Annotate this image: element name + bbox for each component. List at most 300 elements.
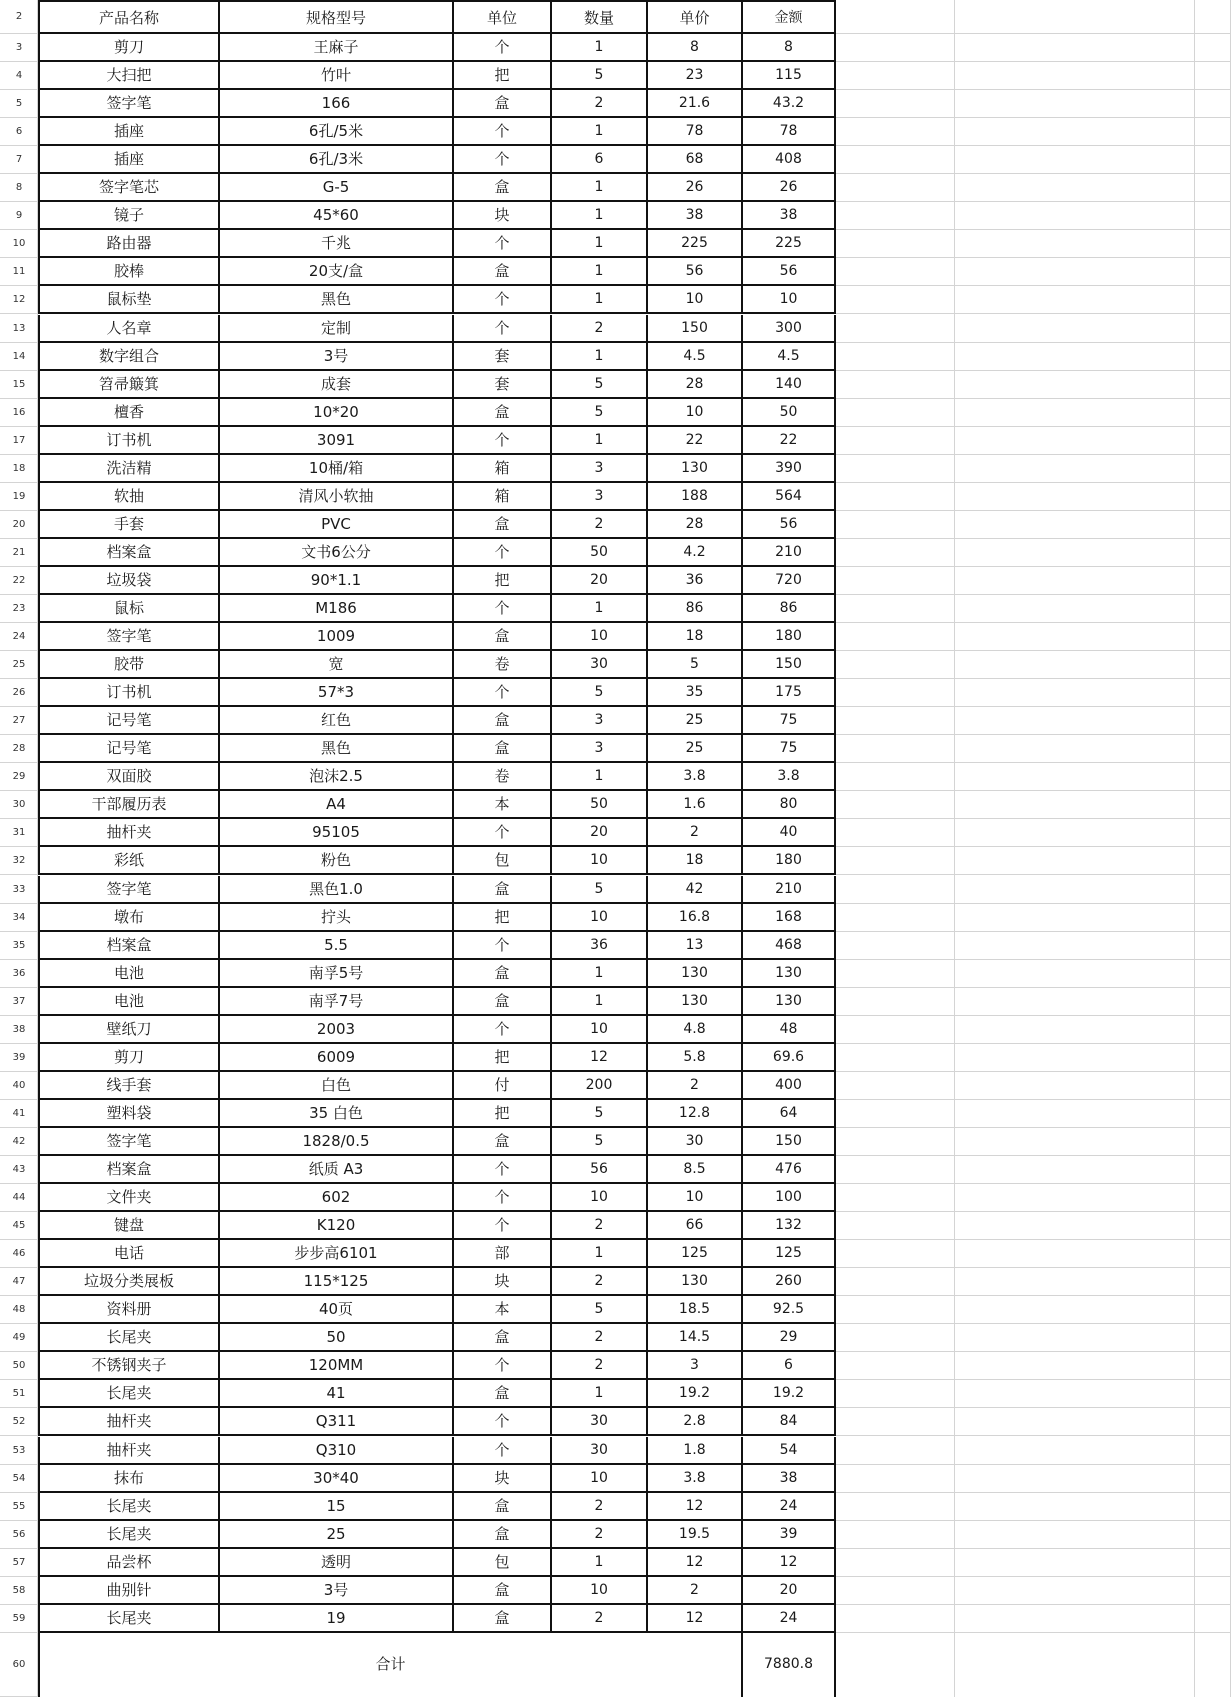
row-number[interactable]: 28 — [0, 735, 38, 763]
empty-cell[interactable] — [836, 1044, 955, 1072]
cell-unit[interactable]: 盒 — [452, 90, 550, 118]
cell-qty[interactable]: 2 — [550, 1605, 646, 1633]
empty-cell[interactable] — [955, 1296, 1195, 1324]
empty-cell[interactable] — [1195, 455, 1231, 483]
cell-qty[interactable]: 1 — [550, 118, 646, 146]
cell-price[interactable]: 30 — [646, 1128, 741, 1156]
empty-cell[interactable] — [955, 1633, 1195, 1697]
cell-spec[interactable]: 10桶/箱 — [218, 455, 452, 483]
cell-price[interactable]: 2.8 — [646, 1408, 741, 1436]
cell-price[interactable]: 188 — [646, 483, 741, 511]
empty-cell[interactable] — [1195, 202, 1231, 230]
cell-unit[interactable]: 盒 — [452, 707, 550, 735]
cell-amount[interactable]: 39 — [741, 1521, 836, 1549]
empty-cell[interactable] — [1195, 1184, 1231, 1212]
empty-cell[interactable] — [1195, 1324, 1231, 1352]
cell-price[interactable]: 1.8 — [646, 1437, 741, 1465]
cell-amount[interactable]: 175 — [741, 679, 836, 707]
cell-amount[interactable]: 180 — [741, 623, 836, 651]
empty-cell[interactable] — [1195, 1521, 1231, 1549]
empty-cell[interactable] — [836, 1072, 955, 1100]
empty-cell[interactable] — [955, 1521, 1195, 1549]
empty-cell[interactable] — [836, 230, 955, 258]
cell-price[interactable]: 18.5 — [646, 1296, 741, 1324]
row-number[interactable]: 15 — [0, 371, 38, 399]
row-number[interactable]: 24 — [0, 623, 38, 651]
empty-cell[interactable] — [1195, 483, 1231, 511]
cell-price[interactable]: 56 — [646, 258, 741, 286]
empty-cell[interactable] — [1195, 1212, 1231, 1240]
cell-unit[interactable]: 个 — [452, 315, 550, 343]
cell-spec[interactable]: Q310 — [218, 1437, 452, 1465]
empty-cell[interactable] — [1195, 1072, 1231, 1100]
cell-unit[interactable]: 把 — [452, 62, 550, 90]
cell-price[interactable]: 10 — [646, 1184, 741, 1212]
row-number[interactable]: 7 — [0, 146, 38, 174]
cell-spec[interactable]: 黑色 — [218, 286, 452, 314]
cell-qty[interactable]: 1 — [550, 230, 646, 258]
cell-spec[interactable]: 19 — [218, 1605, 452, 1633]
cell-qty[interactable]: 1 — [550, 1549, 646, 1577]
cell-name[interactable]: 档案盒 — [38, 932, 218, 960]
cell-unit[interactable]: 个 — [452, 1156, 550, 1184]
empty-cell[interactable] — [955, 707, 1195, 735]
cell-name[interactable]: 抹布 — [38, 1465, 218, 1493]
total-amount[interactable]: 7880.8 — [741, 1633, 836, 1697]
row-number[interactable]: 10 — [0, 230, 38, 258]
cell-amount[interactable]: 75 — [741, 735, 836, 763]
cell-qty[interactable]: 1 — [550, 343, 646, 371]
cell-spec[interactable]: 拧头 — [218, 904, 452, 932]
empty-cell[interactable] — [955, 988, 1195, 1016]
cell-amount[interactable]: 4.5 — [741, 343, 836, 371]
empty-cell[interactable] — [836, 651, 955, 679]
cell-qty[interactable]: 30 — [550, 651, 646, 679]
cell-qty[interactable]: 5 — [550, 371, 646, 399]
cell-name[interactable]: 鼠标 — [38, 595, 218, 623]
cell-name[interactable]: 人名章 — [38, 315, 218, 343]
cell-amount[interactable]: 564 — [741, 483, 836, 511]
cell-price[interactable]: 3.8 — [646, 763, 741, 791]
row-number[interactable]: 59 — [0, 1605, 38, 1633]
cell-qty[interactable]: 30 — [550, 1408, 646, 1436]
empty-cell[interactable] — [955, 1352, 1195, 1380]
cell-name[interactable]: 墩布 — [38, 904, 218, 932]
cell-qty[interactable]: 5 — [550, 1100, 646, 1128]
cell-name[interactable]: 双面胶 — [38, 763, 218, 791]
cell-qty[interactable]: 1 — [550, 427, 646, 455]
empty-cell[interactable] — [955, 1268, 1195, 1296]
cell-amount[interactable]: 180 — [741, 847, 836, 875]
empty-cell[interactable] — [1195, 1549, 1231, 1577]
cell-unit[interactable]: 部 — [452, 1240, 550, 1268]
cell-unit[interactable]: 盒 — [452, 876, 550, 904]
cell-qty[interactable]: 2 — [550, 1212, 646, 1240]
empty-cell[interactable] — [1195, 819, 1231, 847]
empty-cell[interactable] — [836, 455, 955, 483]
cell-unit[interactable]: 套 — [452, 371, 550, 399]
cell-amount[interactable]: 300 — [741, 315, 836, 343]
empty-cell[interactable] — [836, 819, 955, 847]
cell-name[interactable]: 电池 — [38, 960, 218, 988]
cell-amount[interactable]: 40 — [741, 819, 836, 847]
cell-price[interactable]: 25 — [646, 735, 741, 763]
empty-cell[interactable] — [836, 623, 955, 651]
cell-spec[interactable]: PVC — [218, 511, 452, 539]
cell-qty[interactable]: 2 — [550, 511, 646, 539]
cell-unit[interactable]: 个 — [452, 595, 550, 623]
cell-qty[interactable]: 3 — [550, 735, 646, 763]
row-number[interactable]: 25 — [0, 651, 38, 679]
cell-spec[interactable]: 45*60 — [218, 202, 452, 230]
cell-price[interactable]: 3 — [646, 1352, 741, 1380]
empty-cell[interactable] — [836, 932, 955, 960]
cell-qty[interactable]: 1 — [550, 202, 646, 230]
empty-cell[interactable] — [955, 202, 1195, 230]
cell-unit[interactable]: 个 — [452, 118, 550, 146]
empty-cell[interactable] — [836, 876, 955, 904]
cell-amount[interactable]: 6 — [741, 1352, 836, 1380]
empty-cell[interactable] — [1195, 1408, 1231, 1436]
cell-amount[interactable]: 150 — [741, 651, 836, 679]
cell-unit[interactable]: 块 — [452, 1465, 550, 1493]
empty-cell[interactable] — [955, 62, 1195, 90]
cell-spec[interactable]: M186 — [218, 595, 452, 623]
empty-cell[interactable] — [1195, 343, 1231, 371]
cell-spec[interactable]: Q311 — [218, 1408, 452, 1436]
cell-qty[interactable]: 1 — [550, 960, 646, 988]
cell-amount[interactable]: 3.8 — [741, 763, 836, 791]
cell-qty[interactable]: 200 — [550, 1072, 646, 1100]
empty-cell[interactable] — [955, 1156, 1195, 1184]
empty-cell[interactable] — [1195, 1577, 1231, 1605]
cell-spec[interactable]: 35 白色 — [218, 1100, 452, 1128]
cell-spec[interactable]: 黑色 — [218, 735, 452, 763]
empty-cell[interactable] — [836, 315, 955, 343]
cell-amount[interactable]: 468 — [741, 932, 836, 960]
cell-qty[interactable]: 1 — [550, 286, 646, 314]
cell-qty[interactable]: 10 — [550, 847, 646, 875]
empty-cell[interactable] — [955, 679, 1195, 707]
cell-price[interactable]: 26 — [646, 174, 741, 202]
cell-qty[interactable]: 1 — [550, 258, 646, 286]
row-number[interactable]: 53 — [0, 1437, 38, 1465]
empty-cell[interactable] — [1195, 427, 1231, 455]
cell-qty[interactable]: 10 — [550, 1465, 646, 1493]
row-number[interactable]: 44 — [0, 1184, 38, 1212]
cell-price[interactable]: 2 — [646, 819, 741, 847]
cell-price[interactable]: 150 — [646, 315, 741, 343]
empty-cell[interactable] — [1195, 595, 1231, 623]
cell-amount[interactable]: 20 — [741, 1577, 836, 1605]
cell-spec[interactable]: 50 — [218, 1324, 452, 1352]
empty-cell[interactable] — [1195, 567, 1231, 595]
empty-cell[interactable] — [1195, 511, 1231, 539]
cell-qty[interactable]: 50 — [550, 791, 646, 819]
empty-cell[interactable] — [955, 595, 1195, 623]
cell-amount[interactable]: 125 — [741, 1240, 836, 1268]
row-number[interactable]: 12 — [0, 286, 38, 314]
row-number[interactable]: 22 — [0, 567, 38, 595]
cell-unit[interactable]: 盒 — [452, 735, 550, 763]
cell-name[interactable]: 记号笔 — [38, 707, 218, 735]
cell-name[interactable]: 线手套 — [38, 1072, 218, 1100]
empty-cell[interactable] — [836, 0, 955, 34]
row-number[interactable]: 6 — [0, 118, 38, 146]
cell-amount[interactable]: 92.5 — [741, 1296, 836, 1324]
cell-amount[interactable]: 210 — [741, 539, 836, 567]
cell-unit[interactable]: 个 — [452, 1437, 550, 1465]
cell-spec[interactable]: 2003 — [218, 1016, 452, 1044]
cell-name[interactable]: 签字笔 — [38, 1128, 218, 1156]
row-number[interactable]: 20 — [0, 511, 38, 539]
cell-qty[interactable]: 5 — [550, 679, 646, 707]
empty-cell[interactable] — [955, 286, 1195, 314]
cell-name[interactable]: 签字笔 — [38, 876, 218, 904]
cell-unit[interactable]: 个 — [452, 819, 550, 847]
empty-cell[interactable] — [836, 735, 955, 763]
row-number[interactable]: 8 — [0, 174, 38, 202]
cell-name[interactable]: 插座 — [38, 118, 218, 146]
row-number[interactable]: 32 — [0, 847, 38, 875]
cell-name[interactable]: 胶棒 — [38, 258, 218, 286]
cell-spec[interactable]: 定制 — [218, 315, 452, 343]
cell-spec[interactable]: 泡沫2.5 — [218, 763, 452, 791]
empty-cell[interactable] — [836, 1408, 955, 1436]
row-number[interactable]: 58 — [0, 1577, 38, 1605]
cell-amount[interactable]: 390 — [741, 455, 836, 483]
cell-spec[interactable]: 粉色 — [218, 847, 452, 875]
cell-price[interactable]: 25 — [646, 707, 741, 735]
cell-unit[interactable]: 盒 — [452, 1493, 550, 1521]
empty-cell[interactable] — [836, 1156, 955, 1184]
cell-name[interactable]: 文件夹 — [38, 1184, 218, 1212]
row-number[interactable]: 55 — [0, 1493, 38, 1521]
empty-cell[interactable] — [836, 34, 955, 62]
cell-qty[interactable]: 数量 — [550, 0, 646, 34]
cell-price[interactable]: 38 — [646, 202, 741, 230]
cell-qty[interactable]: 2 — [550, 315, 646, 343]
empty-cell[interactable] — [836, 371, 955, 399]
cell-amount[interactable]: 130 — [741, 988, 836, 1016]
row-number[interactable]: 45 — [0, 1212, 38, 1240]
cell-unit[interactable]: 单位 — [452, 0, 550, 34]
empty-cell[interactable] — [836, 174, 955, 202]
empty-cell[interactable] — [836, 1296, 955, 1324]
empty-cell[interactable] — [836, 1437, 955, 1465]
cell-name[interactable]: 抽杆夹 — [38, 1408, 218, 1436]
row-number[interactable]: 50 — [0, 1352, 38, 1380]
cell-price[interactable]: 125 — [646, 1240, 741, 1268]
row-number[interactable]: 43 — [0, 1156, 38, 1184]
row-number[interactable]: 38 — [0, 1016, 38, 1044]
cell-name[interactable]: 资料册 — [38, 1296, 218, 1324]
empty-cell[interactable] — [1195, 707, 1231, 735]
cell-unit[interactable]: 本 — [452, 791, 550, 819]
cell-spec[interactable]: 30*40 — [218, 1465, 452, 1493]
cell-unit[interactable]: 盒 — [452, 623, 550, 651]
cell-qty[interactable]: 20 — [550, 819, 646, 847]
cell-name[interactable]: 长尾夹 — [38, 1521, 218, 1549]
empty-cell[interactable] — [955, 90, 1195, 118]
empty-cell[interactable] — [955, 876, 1195, 904]
empty-cell[interactable] — [955, 1016, 1195, 1044]
empty-cell[interactable] — [1195, 62, 1231, 90]
cell-unit[interactable]: 个 — [452, 679, 550, 707]
cell-price[interactable]: 12 — [646, 1493, 741, 1521]
empty-cell[interactable] — [1195, 1296, 1231, 1324]
empty-cell[interactable] — [955, 960, 1195, 988]
cell-spec[interactable]: A4 — [218, 791, 452, 819]
empty-cell[interactable] — [1195, 623, 1231, 651]
cell-amount[interactable]: 225 — [741, 230, 836, 258]
cell-name[interactable]: 剪刀 — [38, 34, 218, 62]
cell-spec[interactable]: 竹叶 — [218, 62, 452, 90]
empty-cell[interactable] — [955, 455, 1195, 483]
cell-unit[interactable]: 个 — [452, 1352, 550, 1380]
empty-cell[interactable] — [955, 763, 1195, 791]
empty-cell[interactable] — [955, 427, 1195, 455]
cell-name[interactable]: 档案盒 — [38, 1156, 218, 1184]
empty-cell[interactable] — [1195, 735, 1231, 763]
cell-unit[interactable]: 个 — [452, 1408, 550, 1436]
cell-name[interactable]: 剪刀 — [38, 1044, 218, 1072]
empty-cell[interactable] — [955, 1493, 1195, 1521]
cell-spec[interactable]: 15 — [218, 1493, 452, 1521]
empty-cell[interactable] — [955, 1408, 1195, 1436]
cell-spec[interactable]: 3091 — [218, 427, 452, 455]
cell-name[interactable]: 插座 — [38, 146, 218, 174]
cell-qty[interactable]: 20 — [550, 567, 646, 595]
cell-qty[interactable]: 2 — [550, 1493, 646, 1521]
cell-unit[interactable]: 盒 — [452, 399, 550, 427]
empty-cell[interactable] — [955, 1100, 1195, 1128]
cell-unit[interactable]: 包 — [452, 1549, 550, 1577]
cell-price[interactable]: 19.5 — [646, 1521, 741, 1549]
cell-name[interactable]: 塑料袋 — [38, 1100, 218, 1128]
row-number[interactable]: 4 — [0, 62, 38, 90]
cell-name[interactable]: 彩纸 — [38, 847, 218, 875]
empty-cell[interactable] — [1195, 904, 1231, 932]
empty-cell[interactable] — [955, 399, 1195, 427]
empty-cell[interactable] — [836, 1577, 955, 1605]
cell-price[interactable]: 单价 — [646, 0, 741, 34]
empty-cell[interactable] — [836, 146, 955, 174]
empty-cell[interactable] — [836, 1549, 955, 1577]
cell-price[interactable]: 22 — [646, 427, 741, 455]
cell-price[interactable]: 13 — [646, 932, 741, 960]
cell-price[interactable]: 130 — [646, 988, 741, 1016]
empty-cell[interactable] — [955, 146, 1195, 174]
cell-price[interactable]: 12 — [646, 1549, 741, 1577]
row-number[interactable]: 40 — [0, 1072, 38, 1100]
cell-unit[interactable]: 盒 — [452, 1380, 550, 1408]
empty-cell[interactable] — [1195, 399, 1231, 427]
cell-amount[interactable]: 400 — [741, 1072, 836, 1100]
cell-spec[interactable]: 95105 — [218, 819, 452, 847]
cell-qty[interactable]: 5 — [550, 1296, 646, 1324]
cell-price[interactable]: 5.8 — [646, 1044, 741, 1072]
empty-cell[interactable] — [955, 1437, 1195, 1465]
empty-cell[interactable] — [955, 1380, 1195, 1408]
row-number[interactable]: 11 — [0, 258, 38, 286]
cell-unit[interactable]: 个 — [452, 1016, 550, 1044]
cell-name[interactable]: 大扫把 — [38, 62, 218, 90]
empty-cell[interactable] — [1195, 932, 1231, 960]
empty-cell[interactable] — [955, 567, 1195, 595]
row-number[interactable]: 34 — [0, 904, 38, 932]
cell-price[interactable]: 10 — [646, 399, 741, 427]
row-number[interactable]: 51 — [0, 1380, 38, 1408]
cell-amount[interactable]: 130 — [741, 960, 836, 988]
empty-cell[interactable] — [836, 427, 955, 455]
empty-cell[interactable] — [955, 539, 1195, 567]
empty-cell[interactable] — [836, 904, 955, 932]
empty-cell[interactable] — [955, 791, 1195, 819]
cell-price[interactable]: 130 — [646, 960, 741, 988]
cell-unit[interactable]: 盒 — [452, 511, 550, 539]
empty-cell[interactable] — [836, 1493, 955, 1521]
row-number[interactable]: 18 — [0, 455, 38, 483]
cell-spec[interactable]: 红色 — [218, 707, 452, 735]
empty-cell[interactable] — [836, 1268, 955, 1296]
cell-spec[interactable]: 成套 — [218, 371, 452, 399]
cell-spec[interactable]: 120MM — [218, 1352, 452, 1380]
cell-spec[interactable]: 白色 — [218, 1072, 452, 1100]
empty-cell[interactable] — [955, 1324, 1195, 1352]
empty-cell[interactable] — [1195, 315, 1231, 343]
cell-qty[interactable]: 3 — [550, 483, 646, 511]
row-number[interactable]: 17 — [0, 427, 38, 455]
cell-spec[interactable]: 文书6公分 — [218, 539, 452, 567]
row-number[interactable]: 46 — [0, 1240, 38, 1268]
empty-cell[interactable] — [836, 399, 955, 427]
cell-spec[interactable]: 1828/0.5 — [218, 1128, 452, 1156]
empty-cell[interactable] — [955, 847, 1195, 875]
cell-name[interactable]: 手套 — [38, 511, 218, 539]
empty-cell[interactable] — [955, 1605, 1195, 1633]
cell-spec[interactable]: 南孚7号 — [218, 988, 452, 1016]
row-number[interactable]: 23 — [0, 595, 38, 623]
cell-price[interactable]: 21.6 — [646, 90, 741, 118]
empty-cell[interactable] — [1195, 0, 1231, 34]
cell-spec[interactable]: 602 — [218, 1184, 452, 1212]
empty-cell[interactable] — [955, 623, 1195, 651]
row-number[interactable]: 29 — [0, 763, 38, 791]
empty-cell[interactable] — [955, 1465, 1195, 1493]
cell-spec[interactable]: 20支/盒 — [218, 258, 452, 286]
cell-spec[interactable]: 清风小软抽 — [218, 483, 452, 511]
empty-cell[interactable] — [1195, 988, 1231, 1016]
cell-spec[interactable]: 南孚5号 — [218, 960, 452, 988]
cell-name[interactable]: 签字笔 — [38, 90, 218, 118]
empty-cell[interactable] — [1195, 1493, 1231, 1521]
empty-cell[interactable] — [836, 988, 955, 1016]
empty-cell[interactable] — [1195, 679, 1231, 707]
cell-amount[interactable]: 54 — [741, 1437, 836, 1465]
cell-name[interactable]: 抽杆夹 — [38, 819, 218, 847]
empty-cell[interactable] — [836, 1016, 955, 1044]
empty-cell[interactable] — [1195, 1016, 1231, 1044]
row-number[interactable]: 5 — [0, 90, 38, 118]
cell-qty[interactable]: 2 — [550, 1521, 646, 1549]
row-number[interactable]: 35 — [0, 932, 38, 960]
empty-cell[interactable] — [955, 819, 1195, 847]
empty-cell[interactable] — [1195, 258, 1231, 286]
cell-unit[interactable]: 盒 — [452, 1521, 550, 1549]
empty-cell[interactable] — [836, 343, 955, 371]
cell-price[interactable]: 3.8 — [646, 1465, 741, 1493]
